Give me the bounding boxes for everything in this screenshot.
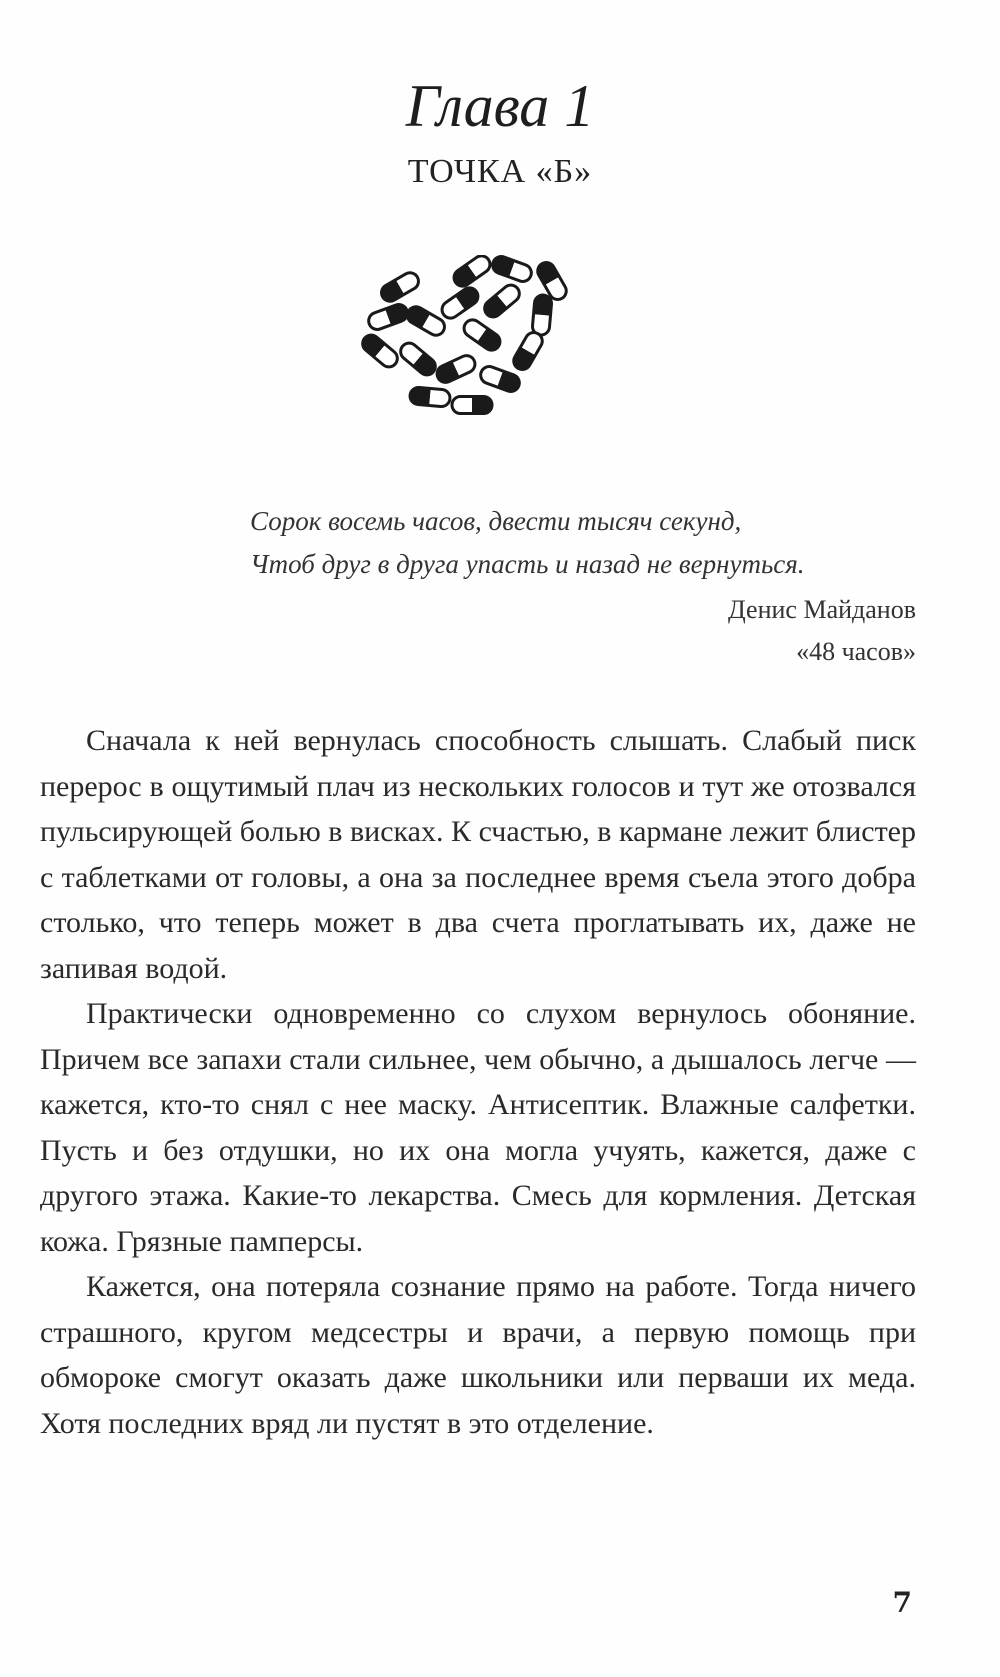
chapter-subtitle: ТОЧКА «Б» — [407, 153, 593, 190]
epigraph-line: Чтоб друг в друга упасть и назад не вернуться. — [250, 549, 805, 579]
paragraph: Сначала к ней вернулась способность слышать. Слабый писк перерос в ощутимый плач из нескольких голосов и тут же отозвался пульсирующей болью в висках. К счастью, в кармане лежит блистер с таблетками от головы, а она за последнее время съела этого добра столько, что теперь может в два счета проглатывать их, даже не запивая водой. — [40, 724, 916, 985]
page-number: 7 — [892, 1586, 912, 1619]
body-text — [40, 718, 916, 1446]
paragraph: Кажется, она потеряла сознание прямо на работе. Тогда ничего страшного, кругом медсестры и врачи, а первую помощь при обмороке смогут оказать даже школьники или перваши их меда. Хотя последних вряд ли пустят в это отделение. — [40, 1270, 916, 1440]
paragraph: Практически одновременно со слухом вернулось обоняние. Причем все запахи стали сильнее, чем обычно, а дышалось легче — кажется, кто-то снял с нее маску. Антисептик. Влажные салфетки. Пусть и без отдушки, но их она могла учуять, кажется, даже с другого этажа. Какие-то лекарства. Смесь для кормления. Детская кожа. Грязные памперсы. — [40, 997, 916, 1258]
capsule-group — [360, 255, 569, 414]
chapter-title: Глава 1 — [405, 73, 595, 139]
epigraph-author: Денис Майданов — [728, 595, 916, 624]
epigraph-line: Сорок восемь часов, двести тысяч секунд, — [250, 506, 742, 536]
epigraph-source: «48 часов» — [796, 637, 916, 666]
pills-capsules-icon — [360, 255, 590, 425]
epigraph — [250, 500, 916, 586]
